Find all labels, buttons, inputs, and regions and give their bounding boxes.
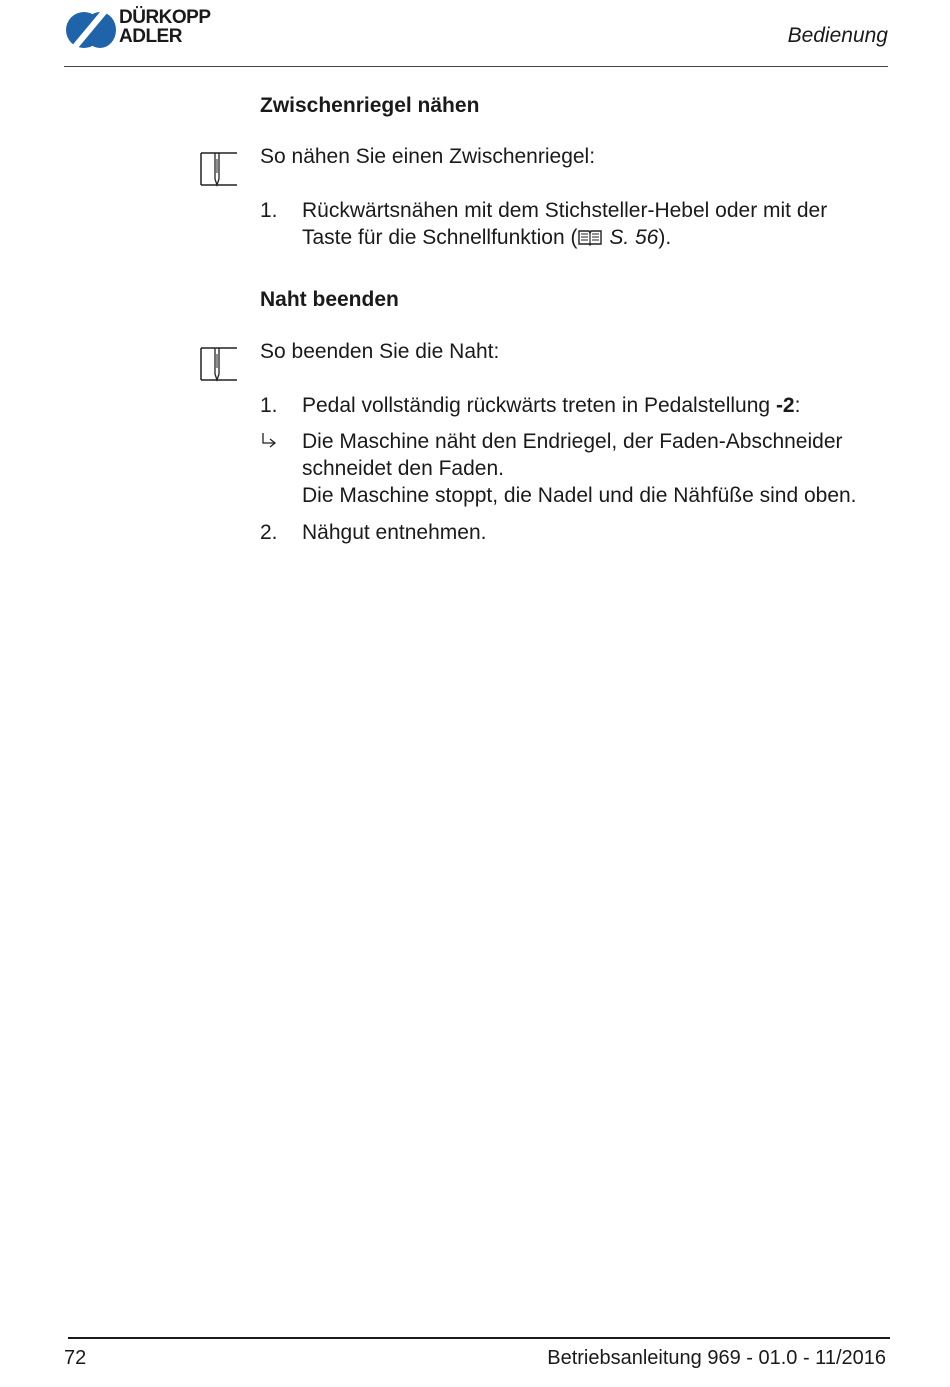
step-line-1: Rückwärtsnähen mit dem Stichsteller-Hebel oder mit der xyxy=(302,199,828,222)
logo-text xyxy=(119,8,211,46)
step-text xyxy=(302,197,902,251)
result-arrow-icon xyxy=(260,431,280,451)
step-line-2-start: Taste für die Schnellfunktion ( xyxy=(302,226,578,249)
page-reference-link[interactable]: S. 56 xyxy=(609,226,659,249)
intro-text: So beenden Sie die Naht: xyxy=(260,340,500,363)
footer-rule xyxy=(68,1337,890,1339)
step-text-end: : xyxy=(794,394,801,417)
result-text xyxy=(302,428,902,509)
step-text xyxy=(302,392,902,419)
heading-naht-beenden: Naht beenden xyxy=(260,288,399,311)
section-title: Bedienung xyxy=(787,24,888,47)
step-text: Nähgut entnehmen. xyxy=(302,521,487,544)
book-reference-icon xyxy=(577,228,603,246)
step-text-start: Pedal vollständig rückwärts treten in Pedalstellung xyxy=(302,394,776,417)
document-title: Betriebsanleitung 969 - 01.0 - 11/2016 xyxy=(547,1347,886,1369)
needle-icon xyxy=(199,149,239,189)
logo-line-1: DÜRKOPP xyxy=(119,7,211,28)
company-logo xyxy=(64,8,234,50)
needle-icon xyxy=(199,344,239,384)
logo-line-2: ADLER xyxy=(119,26,182,47)
step-number: 2. xyxy=(260,521,278,544)
step-number: 1. xyxy=(260,199,278,222)
result-line-3: Die Maschine stoppt, die Nadel und die Nähfüße sind oben. xyxy=(302,484,857,507)
heading-zwischenriegel: Zwischenriegel nähen xyxy=(260,94,480,117)
result-line-2: schneidet den Faden. xyxy=(302,457,504,480)
header-rule xyxy=(64,66,888,67)
intro-text: So nähen Sie einen Zwischenriegel: xyxy=(260,145,596,168)
result-line-1: Die Maschine näht den Endriegel, der Faden-Abschneider xyxy=(302,430,843,453)
logo-mark-icon xyxy=(64,10,118,50)
pedal-position: -2 xyxy=(775,394,795,417)
step-line-2-end: ). xyxy=(658,226,672,249)
page-number: 72 xyxy=(64,1347,87,1369)
step-number: 1. xyxy=(260,394,278,417)
